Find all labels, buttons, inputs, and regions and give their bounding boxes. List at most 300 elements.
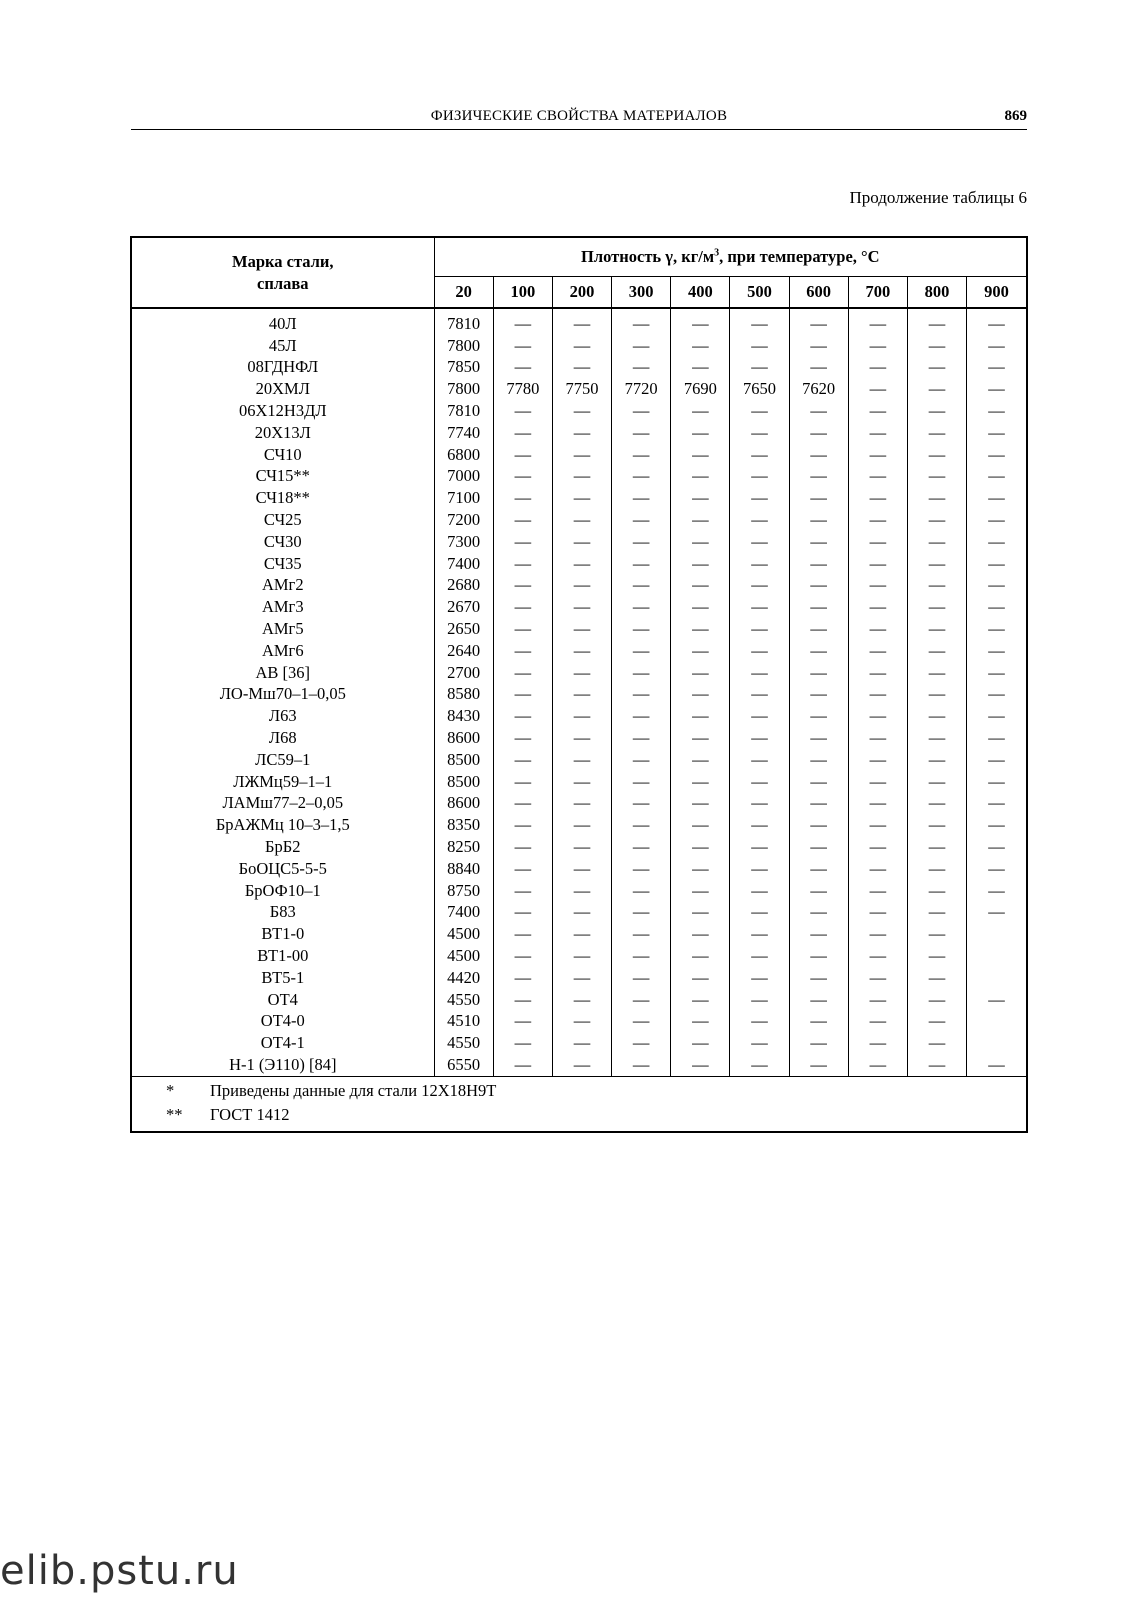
density-cell: —	[967, 378, 1027, 400]
density-cell: —	[848, 400, 907, 422]
density-cell: —	[848, 836, 907, 858]
table-row	[131, 836, 1027, 858]
density-cell: —	[612, 487, 671, 509]
density-cell: —	[730, 487, 789, 509]
density-cell: —	[493, 793, 552, 815]
density-cell: 2670	[434, 596, 493, 618]
density-cell: 8500	[434, 749, 493, 771]
density-cell: —	[967, 509, 1027, 531]
table-row	[131, 378, 1027, 400]
density-cell: —	[612, 335, 671, 357]
density-cell: —	[493, 662, 552, 684]
density-cell: —	[552, 1054, 611, 1076]
density-cell: —	[552, 662, 611, 684]
density-cell: —	[612, 793, 671, 815]
density-cell: —	[789, 640, 848, 662]
density-cell: —	[730, 771, 789, 793]
density-cell: —	[552, 466, 611, 488]
density-cell: 8600	[434, 793, 493, 815]
density-cell: 7810	[434, 308, 493, 335]
density-cell: —	[552, 596, 611, 618]
density-cell: —	[967, 836, 1027, 858]
density-cell: —	[907, 553, 966, 575]
table-row	[131, 989, 1027, 1011]
density-cell: —	[789, 923, 848, 945]
density-cell: —	[848, 640, 907, 662]
density-cell: —	[552, 335, 611, 357]
density-cell: —	[789, 422, 848, 444]
density-cell: —	[671, 422, 730, 444]
table-row	[131, 727, 1027, 749]
density-column-header	[434, 237, 1027, 277]
density-cell: —	[907, 684, 966, 706]
grade-cell: ВТ1-0	[131, 923, 434, 945]
density-cell: —	[671, 466, 730, 488]
density-cell: —	[730, 858, 789, 880]
density-cell: —	[493, 1011, 552, 1033]
density-cell: —	[493, 749, 552, 771]
density-cell: —	[493, 422, 552, 444]
density-cell: 8750	[434, 880, 493, 902]
density-cell: —	[907, 771, 966, 793]
grade-cell: 20Х13Л	[131, 422, 434, 444]
density-cell: —	[612, 662, 671, 684]
note-text: ГОСТ 1412	[210, 1104, 290, 1124]
density-cell: 7100	[434, 487, 493, 509]
density-cell: —	[848, 509, 907, 531]
density-cell: —	[967, 422, 1027, 444]
density-cell: 7400	[434, 902, 493, 924]
grade-cell: 20ХМЛ	[131, 378, 434, 400]
density-header-post: , при температуре, °С	[719, 247, 880, 266]
density-cell: —	[552, 531, 611, 553]
density-cell: —	[789, 466, 848, 488]
table-row	[131, 466, 1027, 488]
density-cell: —	[552, 880, 611, 902]
density-cell: —	[848, 749, 907, 771]
density-cell: —	[730, 945, 789, 967]
temperature-header: 500	[730, 277, 789, 309]
density-cell: 7000	[434, 466, 493, 488]
grade-cell: СЧ35	[131, 553, 434, 575]
density-cell: —	[907, 444, 966, 466]
density-cell: 7750	[552, 378, 611, 400]
density-cell: 8430	[434, 705, 493, 727]
density-cell: —	[967, 640, 1027, 662]
density-cell: —	[552, 553, 611, 575]
density-cell: —	[493, 466, 552, 488]
table-row	[131, 945, 1027, 967]
density-cell: —	[552, 308, 611, 335]
grade-cell: 45Л	[131, 335, 434, 357]
density-cell: —	[612, 923, 671, 945]
grade-cell: 06Х12Н3ДЛ	[131, 400, 434, 422]
density-cell: —	[730, 705, 789, 727]
density-cell: —	[671, 705, 730, 727]
density-cell: —	[848, 444, 907, 466]
density-cell: —	[907, 400, 966, 422]
density-cell: —	[967, 662, 1027, 684]
density-cell: —	[612, 596, 671, 618]
table-row	[131, 1032, 1027, 1054]
density-cell: —	[493, 509, 552, 531]
density-cell: —	[789, 596, 848, 618]
density-cell: —	[907, 814, 966, 836]
density-cell: —	[789, 902, 848, 924]
density-cell: —	[907, 662, 966, 684]
density-cell: —	[848, 902, 907, 924]
density-cell: —	[552, 575, 611, 597]
density-cell: —	[967, 793, 1027, 815]
density-cell: —	[552, 357, 611, 379]
density-cell	[967, 945, 1027, 967]
density-cell: —	[671, 727, 730, 749]
density-cell: —	[848, 662, 907, 684]
density-cell: —	[967, 902, 1027, 924]
density-cell: —	[907, 880, 966, 902]
density-cell: —	[612, 771, 671, 793]
density-cell: —	[493, 575, 552, 597]
density-cell: —	[552, 771, 611, 793]
density-cell: —	[848, 378, 907, 400]
table-row	[131, 880, 1027, 902]
density-cell: —	[789, 662, 848, 684]
density-cell: —	[730, 531, 789, 553]
density-cell: —	[789, 400, 848, 422]
density-cell: —	[967, 596, 1027, 618]
density-cell: 4500	[434, 923, 493, 945]
density-cell: 7720	[612, 378, 671, 400]
density-cell	[967, 967, 1027, 989]
density-cell: —	[789, 1032, 848, 1054]
density-cell: —	[671, 308, 730, 335]
grade-cell: ОТ4	[131, 989, 434, 1011]
density-cell: —	[967, 531, 1027, 553]
density-cell: —	[612, 705, 671, 727]
density-cell: —	[552, 400, 611, 422]
table-note	[132, 1103, 1026, 1127]
note-text: Приведены данные для стали 12Х18Н9Т	[210, 1080, 497, 1100]
density-cell: —	[789, 575, 848, 597]
table-row	[131, 509, 1027, 531]
density-cell: —	[671, 1011, 730, 1033]
density-cell: —	[848, 880, 907, 902]
density-cell: —	[730, 662, 789, 684]
density-cell: —	[671, 749, 730, 771]
density-cell: —	[671, 1032, 730, 1054]
density-cell: 7850	[434, 357, 493, 379]
density-cell: —	[907, 705, 966, 727]
density-cell: 7690	[671, 378, 730, 400]
density-cell: —	[967, 308, 1027, 335]
density-cell: —	[493, 400, 552, 422]
density-cell: —	[612, 989, 671, 1011]
density-cell: —	[493, 357, 552, 379]
grade-cell: СЧ10	[131, 444, 434, 466]
density-cell: —	[552, 444, 611, 466]
density-cell: —	[671, 814, 730, 836]
density-cell: —	[848, 727, 907, 749]
density-cell: —	[730, 400, 789, 422]
density-cell: 7650	[730, 378, 789, 400]
density-cell: —	[967, 357, 1027, 379]
density-cell: —	[907, 335, 966, 357]
density-cell: —	[907, 618, 966, 640]
density-cell: —	[730, 596, 789, 618]
density-cell: —	[612, 902, 671, 924]
density-cell: 8840	[434, 858, 493, 880]
density-cell: —	[671, 989, 730, 1011]
density-cell: —	[730, 640, 789, 662]
density-cell: —	[789, 335, 848, 357]
density-cell: —	[967, 487, 1027, 509]
density-cell: —	[907, 945, 966, 967]
density-cell: —	[730, 727, 789, 749]
density-cell: —	[789, 487, 848, 509]
density-cell: —	[730, 989, 789, 1011]
density-cell: —	[612, 308, 671, 335]
density-cell: —	[612, 727, 671, 749]
density-cell: —	[789, 727, 848, 749]
density-cell: —	[730, 902, 789, 924]
density-cell: —	[493, 727, 552, 749]
grade-cell: ОТ4-1	[131, 1032, 434, 1054]
density-cell: 8600	[434, 727, 493, 749]
density-cell: —	[671, 945, 730, 967]
density-cell: —	[730, 684, 789, 706]
density-cell: —	[612, 422, 671, 444]
density-cell: —	[552, 945, 611, 967]
temperature-header: 300	[612, 277, 671, 309]
density-cell: —	[493, 967, 552, 989]
density-cell: —	[671, 509, 730, 531]
density-cell: —	[848, 308, 907, 335]
density-cell: —	[493, 684, 552, 706]
density-cell: —	[671, 793, 730, 815]
density-cell: —	[730, 1032, 789, 1054]
table-row	[131, 705, 1027, 727]
density-cell: —	[612, 553, 671, 575]
density-cell: —	[493, 705, 552, 727]
density-cell: —	[967, 749, 1027, 771]
density-cell: —	[671, 531, 730, 553]
density-cell: —	[730, 335, 789, 357]
density-cell: —	[967, 989, 1027, 1011]
grade-cell: ЛАМш77–2–0,05	[131, 793, 434, 815]
density-cell	[967, 1032, 1027, 1054]
table-body	[131, 308, 1027, 1076]
table-row	[131, 308, 1027, 335]
density-cell: —	[730, 466, 789, 488]
density-cell: —	[789, 618, 848, 640]
density-cell: —	[848, 989, 907, 1011]
density-cell: 7200	[434, 509, 493, 531]
density-cell: 8350	[434, 814, 493, 836]
table-row	[131, 1011, 1027, 1033]
density-cell: —	[671, 335, 730, 357]
table-row	[131, 444, 1027, 466]
table-row	[131, 684, 1027, 706]
density-cell: 2680	[434, 575, 493, 597]
density-cell: —	[907, 596, 966, 618]
density-cell: —	[493, 487, 552, 509]
table-row	[131, 400, 1027, 422]
density-cell: —	[907, 1054, 966, 1076]
density-cell: —	[967, 858, 1027, 880]
density-cell: —	[907, 858, 966, 880]
density-cell: —	[671, 880, 730, 902]
density-cell: —	[848, 531, 907, 553]
density-cell: —	[967, 400, 1027, 422]
table-row	[131, 640, 1027, 662]
table-row	[131, 662, 1027, 684]
density-cell: —	[730, 967, 789, 989]
density-cell: —	[612, 858, 671, 880]
density-cell: —	[848, 771, 907, 793]
density-cell: —	[789, 836, 848, 858]
density-cell: —	[730, 444, 789, 466]
grade-cell: ЛС59–1	[131, 749, 434, 771]
density-cell: —	[671, 575, 730, 597]
grade-cell: Л68	[131, 727, 434, 749]
density-cell: —	[730, 836, 789, 858]
temperature-header: 20	[434, 277, 493, 309]
density-cell: —	[612, 618, 671, 640]
density-cell: —	[789, 357, 848, 379]
density-cell: 7800	[434, 335, 493, 357]
grade-cell: ВТ1-00	[131, 945, 434, 967]
density-cell: —	[907, 378, 966, 400]
density-cell: —	[612, 357, 671, 379]
density-cell: —	[789, 705, 848, 727]
table-row	[131, 357, 1027, 379]
density-cell: —	[493, 836, 552, 858]
density-cell: —	[907, 531, 966, 553]
density-cell	[967, 1011, 1027, 1033]
density-cell: —	[907, 1032, 966, 1054]
density-cell: —	[671, 1054, 730, 1076]
density-cell: —	[789, 967, 848, 989]
density-cell	[967, 923, 1027, 945]
density-cell: —	[493, 923, 552, 945]
density-cell: 7800	[434, 378, 493, 400]
density-cell: —	[848, 618, 907, 640]
table-row	[131, 858, 1027, 880]
density-cell: —	[552, 509, 611, 531]
density-cell: —	[552, 684, 611, 706]
density-cell: —	[493, 858, 552, 880]
table-row	[131, 793, 1027, 815]
table-row	[131, 618, 1027, 640]
density-cell: —	[967, 705, 1027, 727]
density-cell: —	[848, 335, 907, 357]
density-cell: —	[552, 727, 611, 749]
density-cell: —	[907, 487, 966, 509]
density-cell: —	[730, 793, 789, 815]
grade-cell: АВ [36]	[131, 662, 434, 684]
density-cell: —	[671, 858, 730, 880]
density-cell: —	[552, 749, 611, 771]
density-cell: —	[552, 967, 611, 989]
density-cell: —	[789, 684, 848, 706]
density-cell: —	[612, 1054, 671, 1076]
density-cell: —	[907, 308, 966, 335]
density-cell: —	[967, 880, 1027, 902]
density-cell: —	[493, 531, 552, 553]
density-cell: —	[612, 1032, 671, 1054]
density-cell: —	[907, 836, 966, 858]
table-row	[131, 771, 1027, 793]
density-cell: —	[967, 444, 1027, 466]
density-cell: —	[612, 531, 671, 553]
density-cell: 7400	[434, 553, 493, 575]
density-cell: —	[848, 487, 907, 509]
density-table	[130, 236, 1028, 1133]
density-cell: —	[848, 466, 907, 488]
grade-cell: СЧ18**	[131, 487, 434, 509]
density-cell: 2640	[434, 640, 493, 662]
density-cell: —	[552, 989, 611, 1011]
density-cell: —	[907, 466, 966, 488]
density-cell: —	[730, 1011, 789, 1033]
temperature-header: 700	[848, 277, 907, 309]
density-cell: —	[671, 487, 730, 509]
density-cell: —	[612, 967, 671, 989]
grade-column-header	[131, 237, 434, 308]
table-row	[131, 531, 1027, 553]
grade-cell: Н-1 (Э110) [84]	[131, 1054, 434, 1076]
density-cell: —	[789, 749, 848, 771]
density-cell: —	[848, 553, 907, 575]
density-cell: —	[493, 1032, 552, 1054]
density-cell: —	[967, 1054, 1027, 1076]
density-cell: —	[493, 444, 552, 466]
density-cell: —	[612, 466, 671, 488]
density-cell: —	[907, 509, 966, 531]
density-cell: —	[612, 880, 671, 902]
density-cell: —	[848, 684, 907, 706]
density-cell: —	[730, 618, 789, 640]
density-cell: 7740	[434, 422, 493, 444]
density-cell: —	[671, 640, 730, 662]
density-cell: —	[848, 945, 907, 967]
density-cell: —	[730, 422, 789, 444]
density-cell: —	[671, 553, 730, 575]
density-cell: —	[789, 308, 848, 335]
table-row	[131, 596, 1027, 618]
density-cell: —	[493, 618, 552, 640]
density-cell: 4550	[434, 989, 493, 1011]
density-cell: —	[967, 335, 1027, 357]
temperature-header: 800	[907, 277, 966, 309]
table-row	[131, 422, 1027, 444]
density-cell: —	[907, 727, 966, 749]
density-cell: 8500	[434, 771, 493, 793]
grade-cell: Б83	[131, 902, 434, 924]
grade-cell: ЛО-Мш70–1–0,05	[131, 684, 434, 706]
grade-cell: ВТ5-1	[131, 967, 434, 989]
density-cell: —	[552, 618, 611, 640]
density-cell: —	[789, 858, 848, 880]
grade-cell: БрОФ10–1	[131, 880, 434, 902]
density-cell: —	[907, 357, 966, 379]
density-cell: —	[552, 1011, 611, 1033]
density-cell: —	[730, 814, 789, 836]
density-cell: —	[789, 509, 848, 531]
temperature-header: 900	[967, 277, 1027, 309]
density-cell: —	[552, 1032, 611, 1054]
density-cell: —	[907, 640, 966, 662]
